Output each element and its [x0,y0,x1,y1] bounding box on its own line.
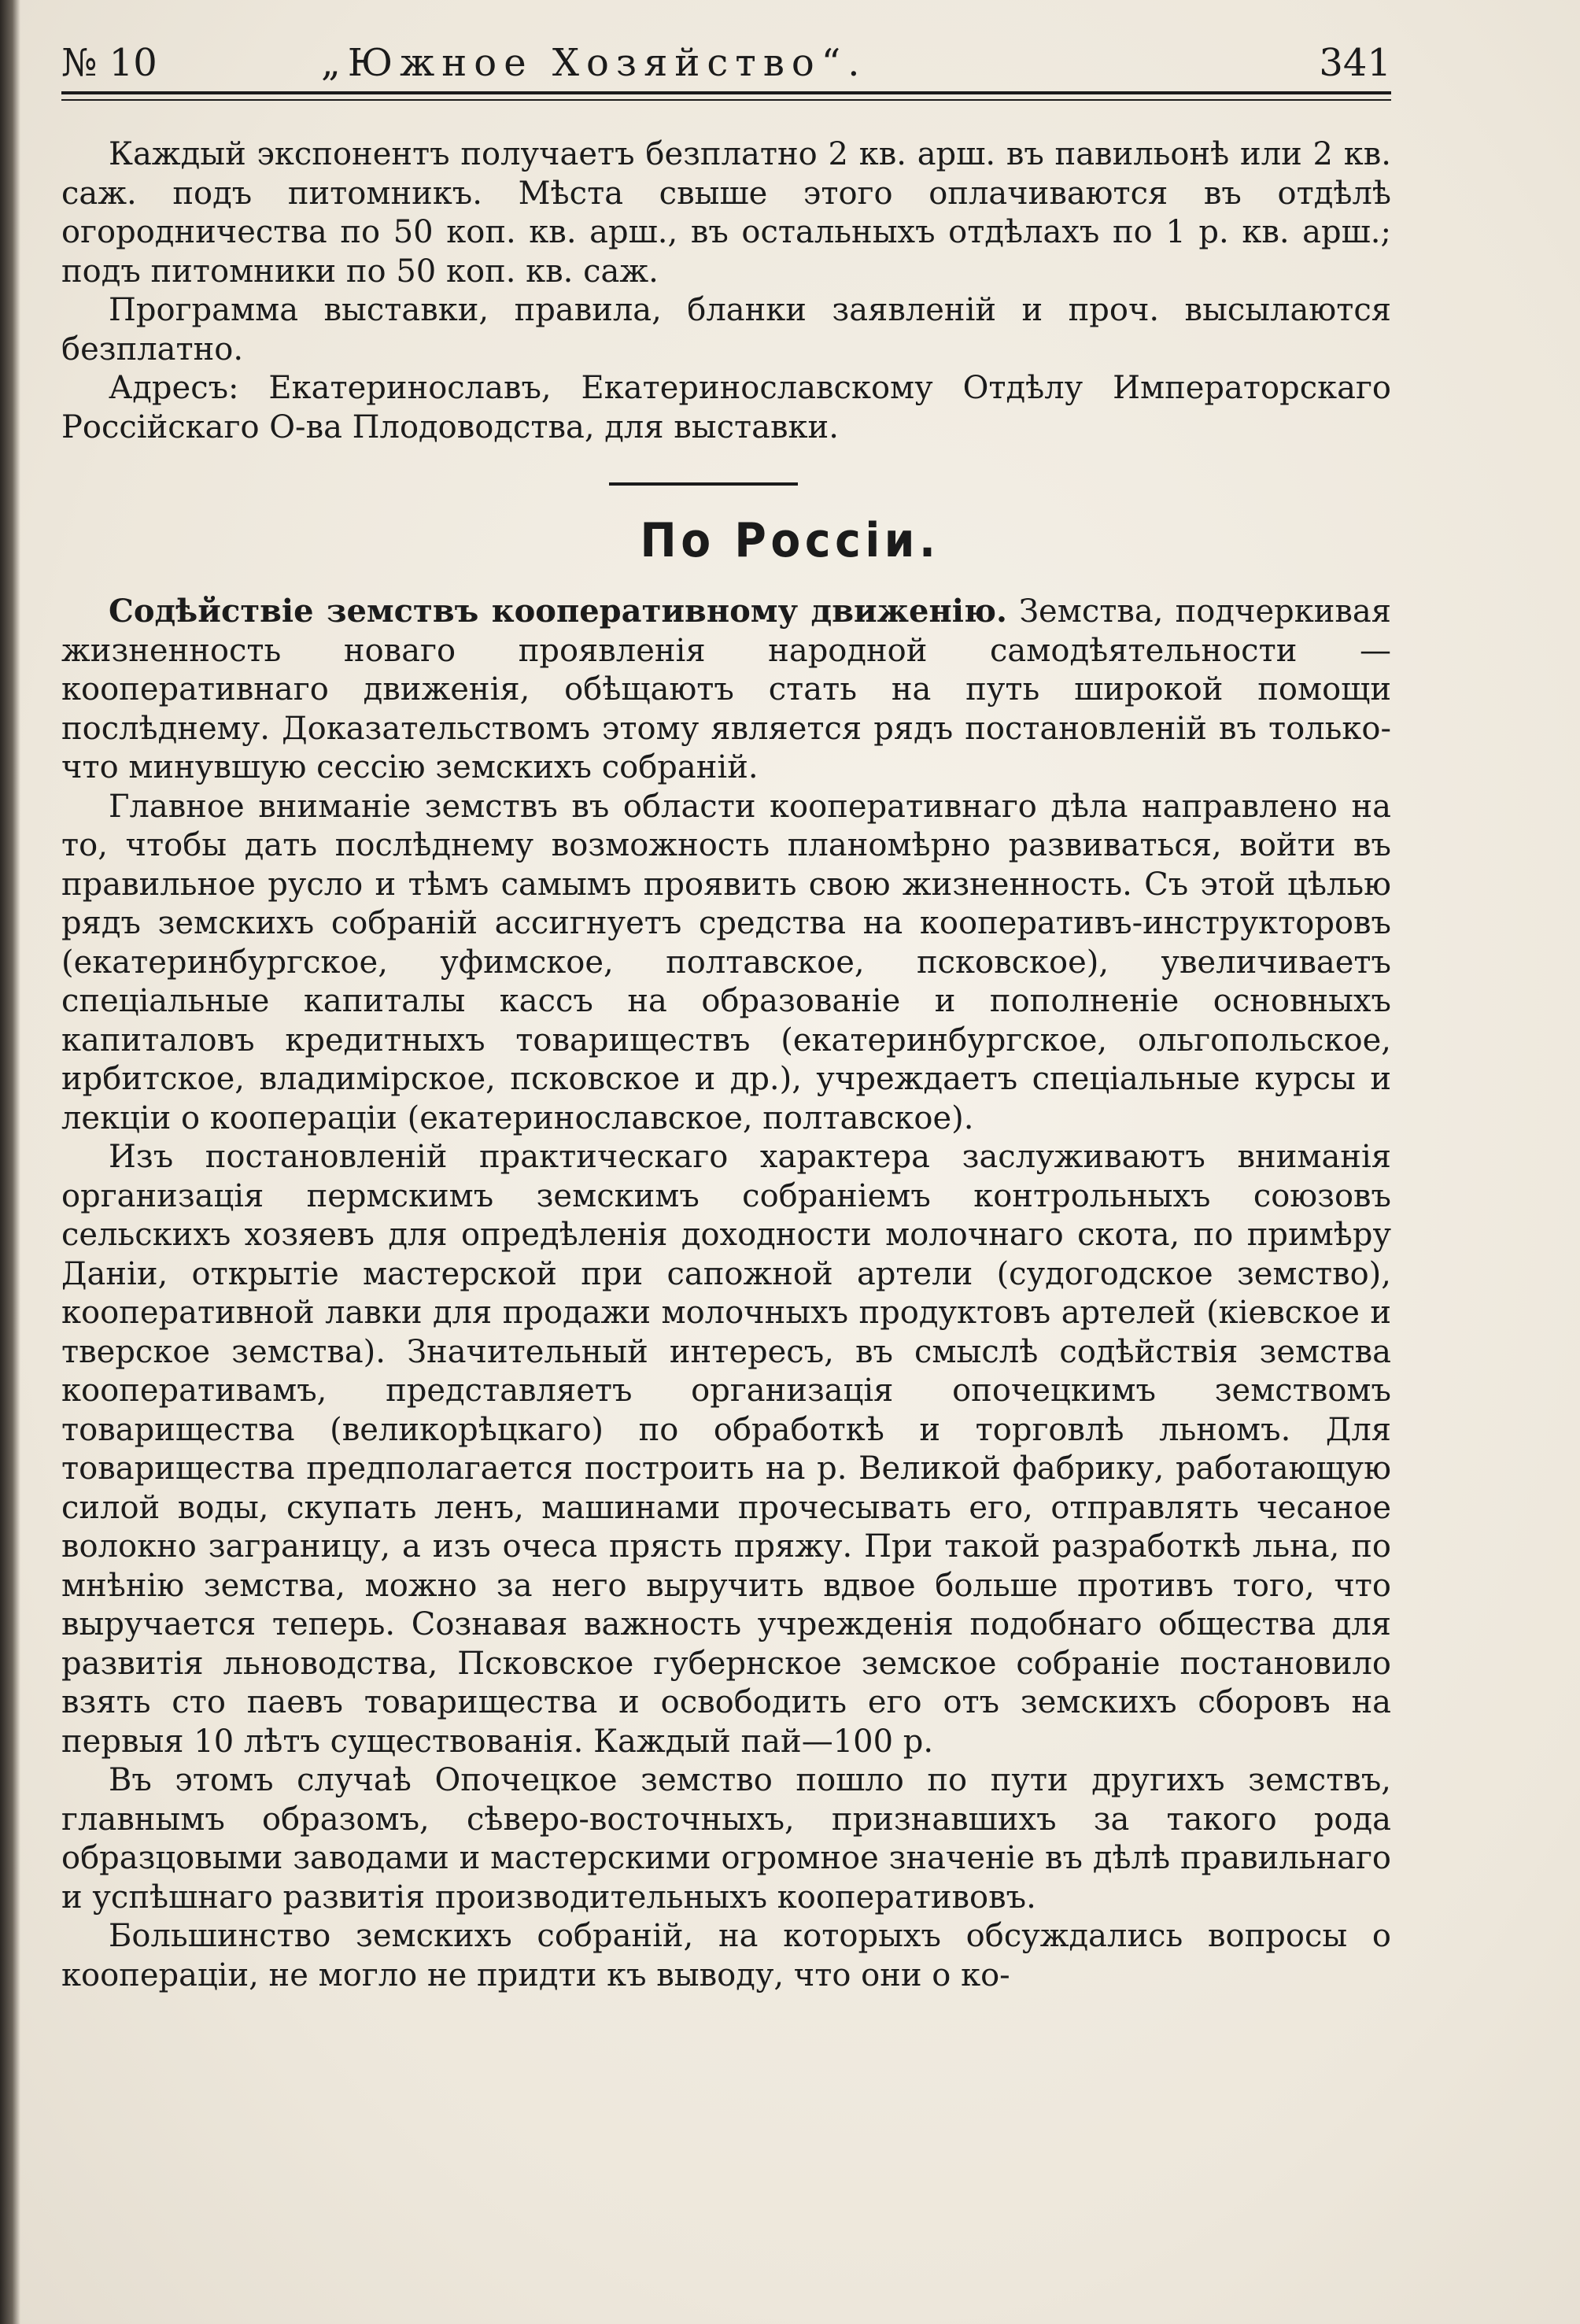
journal-title: „Южное Хозяйство“. [321,41,867,85]
page-number: 341 [1319,41,1391,85]
body-paragraph: Главное вниманіе земствъ въ области кооперативнаго дѣла направлено на то, чтобы дать послѣднему возможность планомѣрно развиваться, войти въ правильное русло и тѣмъ самымъ проявить свою жизненность. Съ этой цѣлью рядъ земскихъ собраній ассигнуетъ средства на кооперативъ-инструкторовъ (екатеринбургское, уфимское, полтавское, псковское), увеличиваетъ спеціальные капиталы кассъ на образованіе и пополненіе основныхъ капиталовъ кредитныхъ товариществъ (екатеринбургское, ольгопольское, ирбитское, владимірское, псковское и др.), учреждаетъ спеціальные курсы и лекціи о коопераціи (екатеринославское, полтавское). [61,788,1391,1136]
lead-paragraph [61,592,1391,788]
notice-paragraph: Каждый экспонентъ получаетъ безплатно 2 кв. арш. въ павильонѣ или 2 кв. саж. подъ питомникъ. Мѣста свыше этого оплачиваются въ отдѣлѣ огородничества по 50 коп. кв. арш., въ остальныхъ отдѣлахъ по 1 р. кв. арш.; подъ питомники по 50 коп. кв. саж. [61,136,1391,290]
body-paragraph: Большинство земскихъ собраній, на которыхъ обсуждались вопросы о коопераціи, не могло не придти къ выводу, что они о ко- [61,1918,1391,1993]
article-heading: Содѣйствіе земствъ кооперативному движенію. [109,593,1007,630]
book-spine-shadow [0,0,20,2324]
issue-number: № 10 [61,41,157,85]
body-paragraph: Въ этомъ случаѣ Опочецкое земство пошло по пути другихъ земствъ, главнымъ образомъ, сѣверо-восточныхъ, признавшихъ за такого рода образцовыми заводами и мастерскими огромное значеніе въ дѣлѣ правильнаго и успѣшнаго развитія производительныхъ кооперативовъ. [61,1762,1391,1916]
notice-paragraph: Адресъ: Екатеринославъ, Екатеринославскому Отдѣлу Императорскаго Россійскаго О-ва Плодоводства, для выставки. [61,370,1391,445]
exhibition-notice [61,135,1391,447]
notice-paragraph: Программа выставки, правила, бланки заявленій и проч. высылаются безплатно. [61,292,1391,368]
section-divider [609,482,798,486]
running-header [61,41,1391,96]
lead-text: Земства, подчеркивая жизненность новаго проявленія народной самодѣятельности —кооперативнаго движенія, обѣщаютъ стать на путь широкой помощи послѣднему. Доказательствомъ этому является рядъ постановленій въ только-что минувшую сессію земскихъ собраній. [61,593,1392,785]
section-title: По Россіи. [640,513,940,568]
body-paragraph: Изъ постановленій практическаго характера заслуживаютъ вниманія организація пермскимъ земскимъ собраніемъ контрольныхъ союзовъ сельскихъ хозяевъ для опредѣленія доходности молочнаго скота, по примѣру Даніи, открытіе мастерской при сапожной артели (судогодское земство), кооперативной лавки для продажи молочныхъ продуктовъ артелей (кіевское и тверское земства). Значительный интересъ, въ смыслѣ содѣйствія земства кооперативамъ, представляетъ организація опочецкимъ земствомъ товарищества (великорѣцкаго) по обработкѣ и торговлѣ льномъ. Для товарищества предполагается построить на р. Великой фабрику, работающую силой воды, скупать ленъ, машинами прочесывать его, отправлять чесаное волокно заграницу, а изъ очеса прясть пряжу. При такой разработкѣ льна, по мнѣнію земства, можно за него выручить вдвое больше противъ того, что выручается теперь. Сознавая важность учрежденія подобнаго общества для развитія льноводства, Псковское губернское земское собраніе постановило взять сто паевъ товарищества и освободить его отъ земскихъ сборовъ на первыя 10 лѣтъ существованія. Каждый пай—100 р. [61,1139,1391,1760]
header-rule-thick [61,91,1391,94]
header-rule-thin [61,99,1391,101]
article-body [61,592,1391,1995]
